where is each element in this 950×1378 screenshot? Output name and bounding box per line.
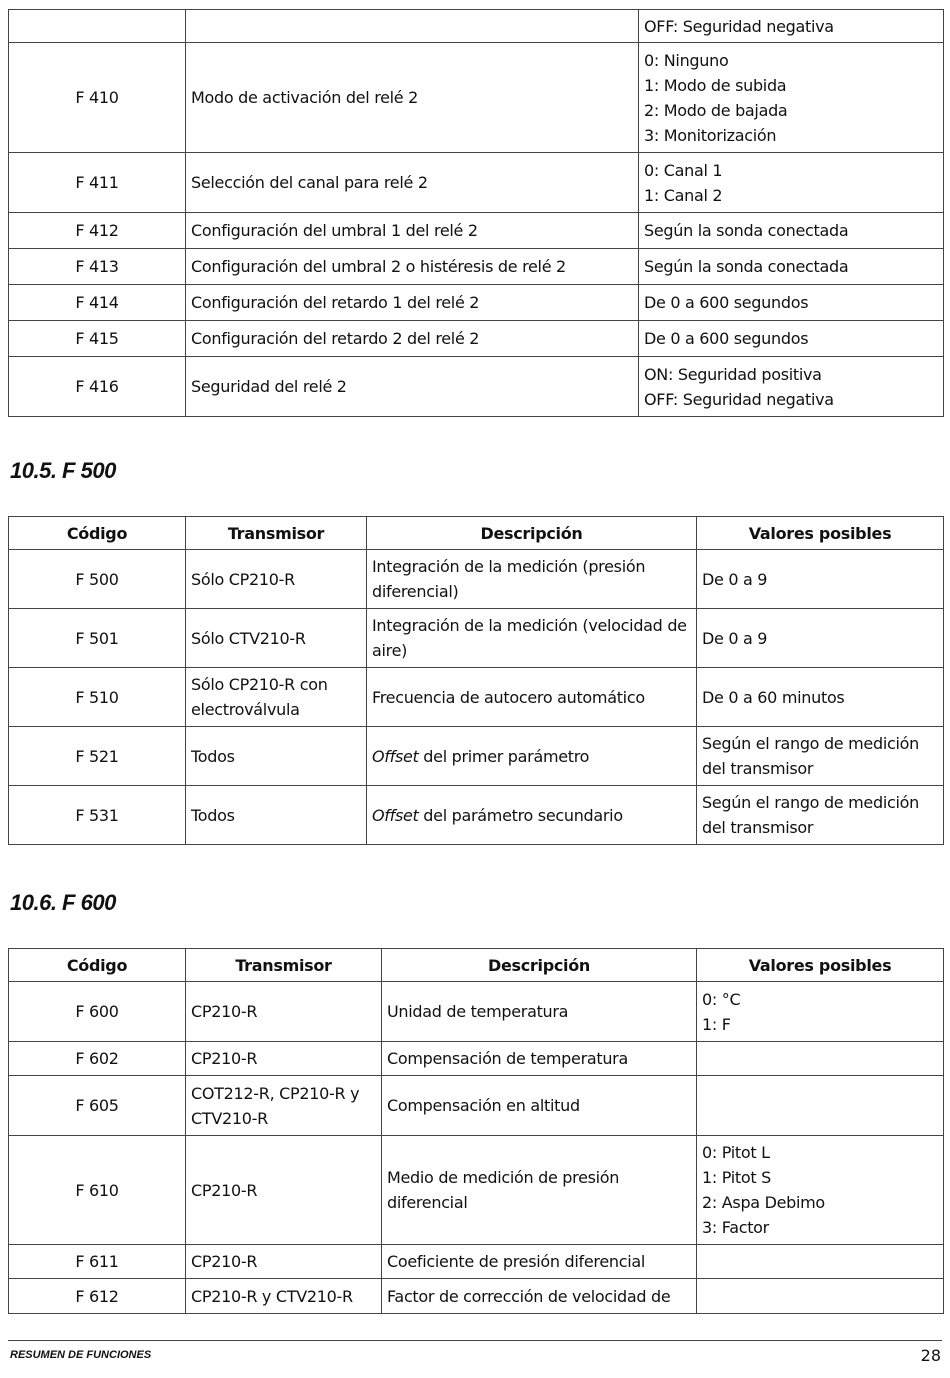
description-emphasis: Offset [372, 746, 419, 766]
description-cell [367, 786, 697, 845]
values-cell [697, 1279, 944, 1314]
table-row [9, 321, 944, 357]
code-cell: F 605 [9, 1076, 186, 1136]
section-heading-f600: 10.6. F 600 [10, 890, 116, 915]
description-cell: Seguridad del relé 2 [186, 357, 639, 417]
table-row [9, 10, 944, 43]
code-cell: F 602 [9, 1042, 186, 1076]
transmitter-cell: Sólo CTV210-R [186, 609, 367, 668]
description-cell: Compensación en altitud [382, 1076, 697, 1136]
description-cell: Selección del canal para relé 2 [186, 153, 639, 213]
footer-section-name: RESUMEN DE FUNCIONES [10, 1349, 152, 1361]
transmitter-cell: Sólo CP210-R con electroválvula [186, 668, 367, 727]
description-cell [367, 609, 697, 668]
description-emphasis: Offset [372, 805, 419, 825]
values-cell: Según la sonda conectada [639, 213, 944, 249]
values-cell [697, 1042, 944, 1076]
transmitter-cell: CP210-R [186, 1245, 382, 1279]
transmitter-cell: CP210-R [186, 982, 382, 1042]
relay-functions-table [8, 9, 944, 417]
values-cell: Según el rango de medición del transmisor [697, 727, 944, 786]
header-code: Código [9, 949, 186, 982]
code-cell: F 531 [9, 786, 186, 845]
table-row [9, 213, 944, 249]
header-values: Valores posibles [697, 517, 944, 550]
values-cell: Según el rango de medición del transmisor [697, 786, 944, 845]
values-cell [697, 1076, 944, 1136]
description-cell: Coeficiente de presión diferencial [382, 1245, 697, 1279]
header-transmitter: Transmisor [186, 949, 382, 982]
table-row [9, 249, 944, 285]
description-cell [186, 10, 639, 43]
table-row [9, 1076, 944, 1136]
table-row [9, 609, 944, 668]
code-cell: F 500 [9, 550, 186, 609]
transmitter-cell: CP210-R [186, 1136, 382, 1245]
code-cell: F 510 [9, 668, 186, 727]
code-cell: F 412 [9, 213, 186, 249]
f500-table [8, 516, 944, 845]
values-cell: ON: Seguridad positiva OFF: Seguridad negativa [639, 357, 944, 417]
values-cell: 0: °C 1: F [697, 982, 944, 1042]
table-row [9, 982, 944, 1042]
description-cell [367, 727, 697, 786]
code-cell: F 611 [9, 1245, 186, 1279]
table-row [9, 668, 944, 727]
description-text: del primer parámetro [418, 746, 590, 766]
table-row [9, 1042, 944, 1076]
table-row [9, 357, 944, 417]
table-row [9, 727, 944, 786]
code-cell: F 411 [9, 153, 186, 213]
footer-rule [8, 1340, 942, 1341]
code-cell: F 521 [9, 727, 186, 786]
description-text: del parámetro secundario [418, 805, 623, 825]
description-cell [367, 550, 697, 609]
values-cell: 0: Canal 1 1: Canal 2 [639, 153, 944, 213]
code-cell: F 501 [9, 609, 186, 668]
description-cell: Configuración del retardo 2 del relé 2 [186, 321, 639, 357]
code-cell: F 413 [9, 249, 186, 285]
table-row [9, 43, 944, 153]
table-row [9, 1136, 944, 1245]
description-cell: Factor de corrección de velocidad de [382, 1279, 697, 1314]
table-row [9, 1279, 944, 1314]
code-cell: F 610 [9, 1136, 186, 1245]
description-cell: Configuración del retardo 1 del relé 2 [186, 285, 639, 321]
values-cell: De 0 a 9 [697, 550, 944, 609]
code-cell [9, 10, 186, 43]
description-cell: Configuración del umbral 2 o histéresis de relé 2 [186, 249, 639, 285]
header-transmitter: Transmisor [186, 517, 367, 550]
description-text: Integración de la medición (presión diferencial) [372, 557, 646, 601]
description-cell: Compensación de temperatura [382, 1042, 697, 1076]
table-header-row [9, 949, 944, 982]
section-heading-f500: 10.5. F 500 [10, 458, 116, 483]
code-cell: F 612 [9, 1279, 186, 1314]
code-cell: F 410 [9, 43, 186, 153]
page-number: 28 [920, 1346, 941, 1365]
values-cell: 0: Ninguno 1: Modo de subida 2: Modo de bajada 3: Monitorización [639, 43, 944, 153]
transmitter-cell: Sólo CP210-R [186, 550, 367, 609]
table-row [9, 550, 944, 609]
header-description: Descripción [382, 949, 697, 982]
description-cell: Medio de medición de presión diferencial [382, 1136, 697, 1245]
transmitter-cell: CP210-R y CTV210-R [186, 1279, 382, 1314]
values-cell: 0: Pitot L 1: Pitot S 2: Aspa Debimo 3: Factor [697, 1136, 944, 1245]
description-cell: Modo de activación del relé 2 [186, 43, 639, 153]
header-code: Código [9, 517, 186, 550]
description-text: Integración de la medición (velocidad de aire) [372, 616, 687, 660]
transmitter-cell: Todos [186, 727, 367, 786]
table-header-row [9, 517, 944, 550]
code-cell: F 415 [9, 321, 186, 357]
transmitter-cell: COT212-R, CP210-R y CTV210-R [186, 1076, 382, 1136]
description-cell: Unidad de temperatura [382, 982, 697, 1042]
code-cell: F 416 [9, 357, 186, 417]
values-cell: OFF: Seguridad negativa [639, 10, 944, 43]
f600-table [8, 948, 944, 1314]
values-cell [697, 1245, 944, 1279]
table-row [9, 285, 944, 321]
values-cell: De 0 a 9 [697, 609, 944, 668]
code-cell: F 600 [9, 982, 186, 1042]
description-text: Frecuencia de autocero automático [372, 687, 645, 707]
values-cell: De 0 a 60 minutos [697, 668, 944, 727]
table-row [9, 786, 944, 845]
description-cell: Configuración del umbral 1 del relé 2 [186, 213, 639, 249]
header-description: Descripción [367, 517, 697, 550]
values-cell: Según la sonda conectada [639, 249, 944, 285]
transmitter-cell: Todos [186, 786, 367, 845]
description-cell [367, 668, 697, 727]
header-values: Valores posibles [697, 949, 944, 982]
values-cell: De 0 a 600 segundos [639, 321, 944, 357]
code-cell: F 414 [9, 285, 186, 321]
table-row [9, 1245, 944, 1279]
values-cell: De 0 a 600 segundos [639, 285, 944, 321]
table-row [9, 153, 944, 213]
transmitter-cell: CP210-R [186, 1042, 382, 1076]
